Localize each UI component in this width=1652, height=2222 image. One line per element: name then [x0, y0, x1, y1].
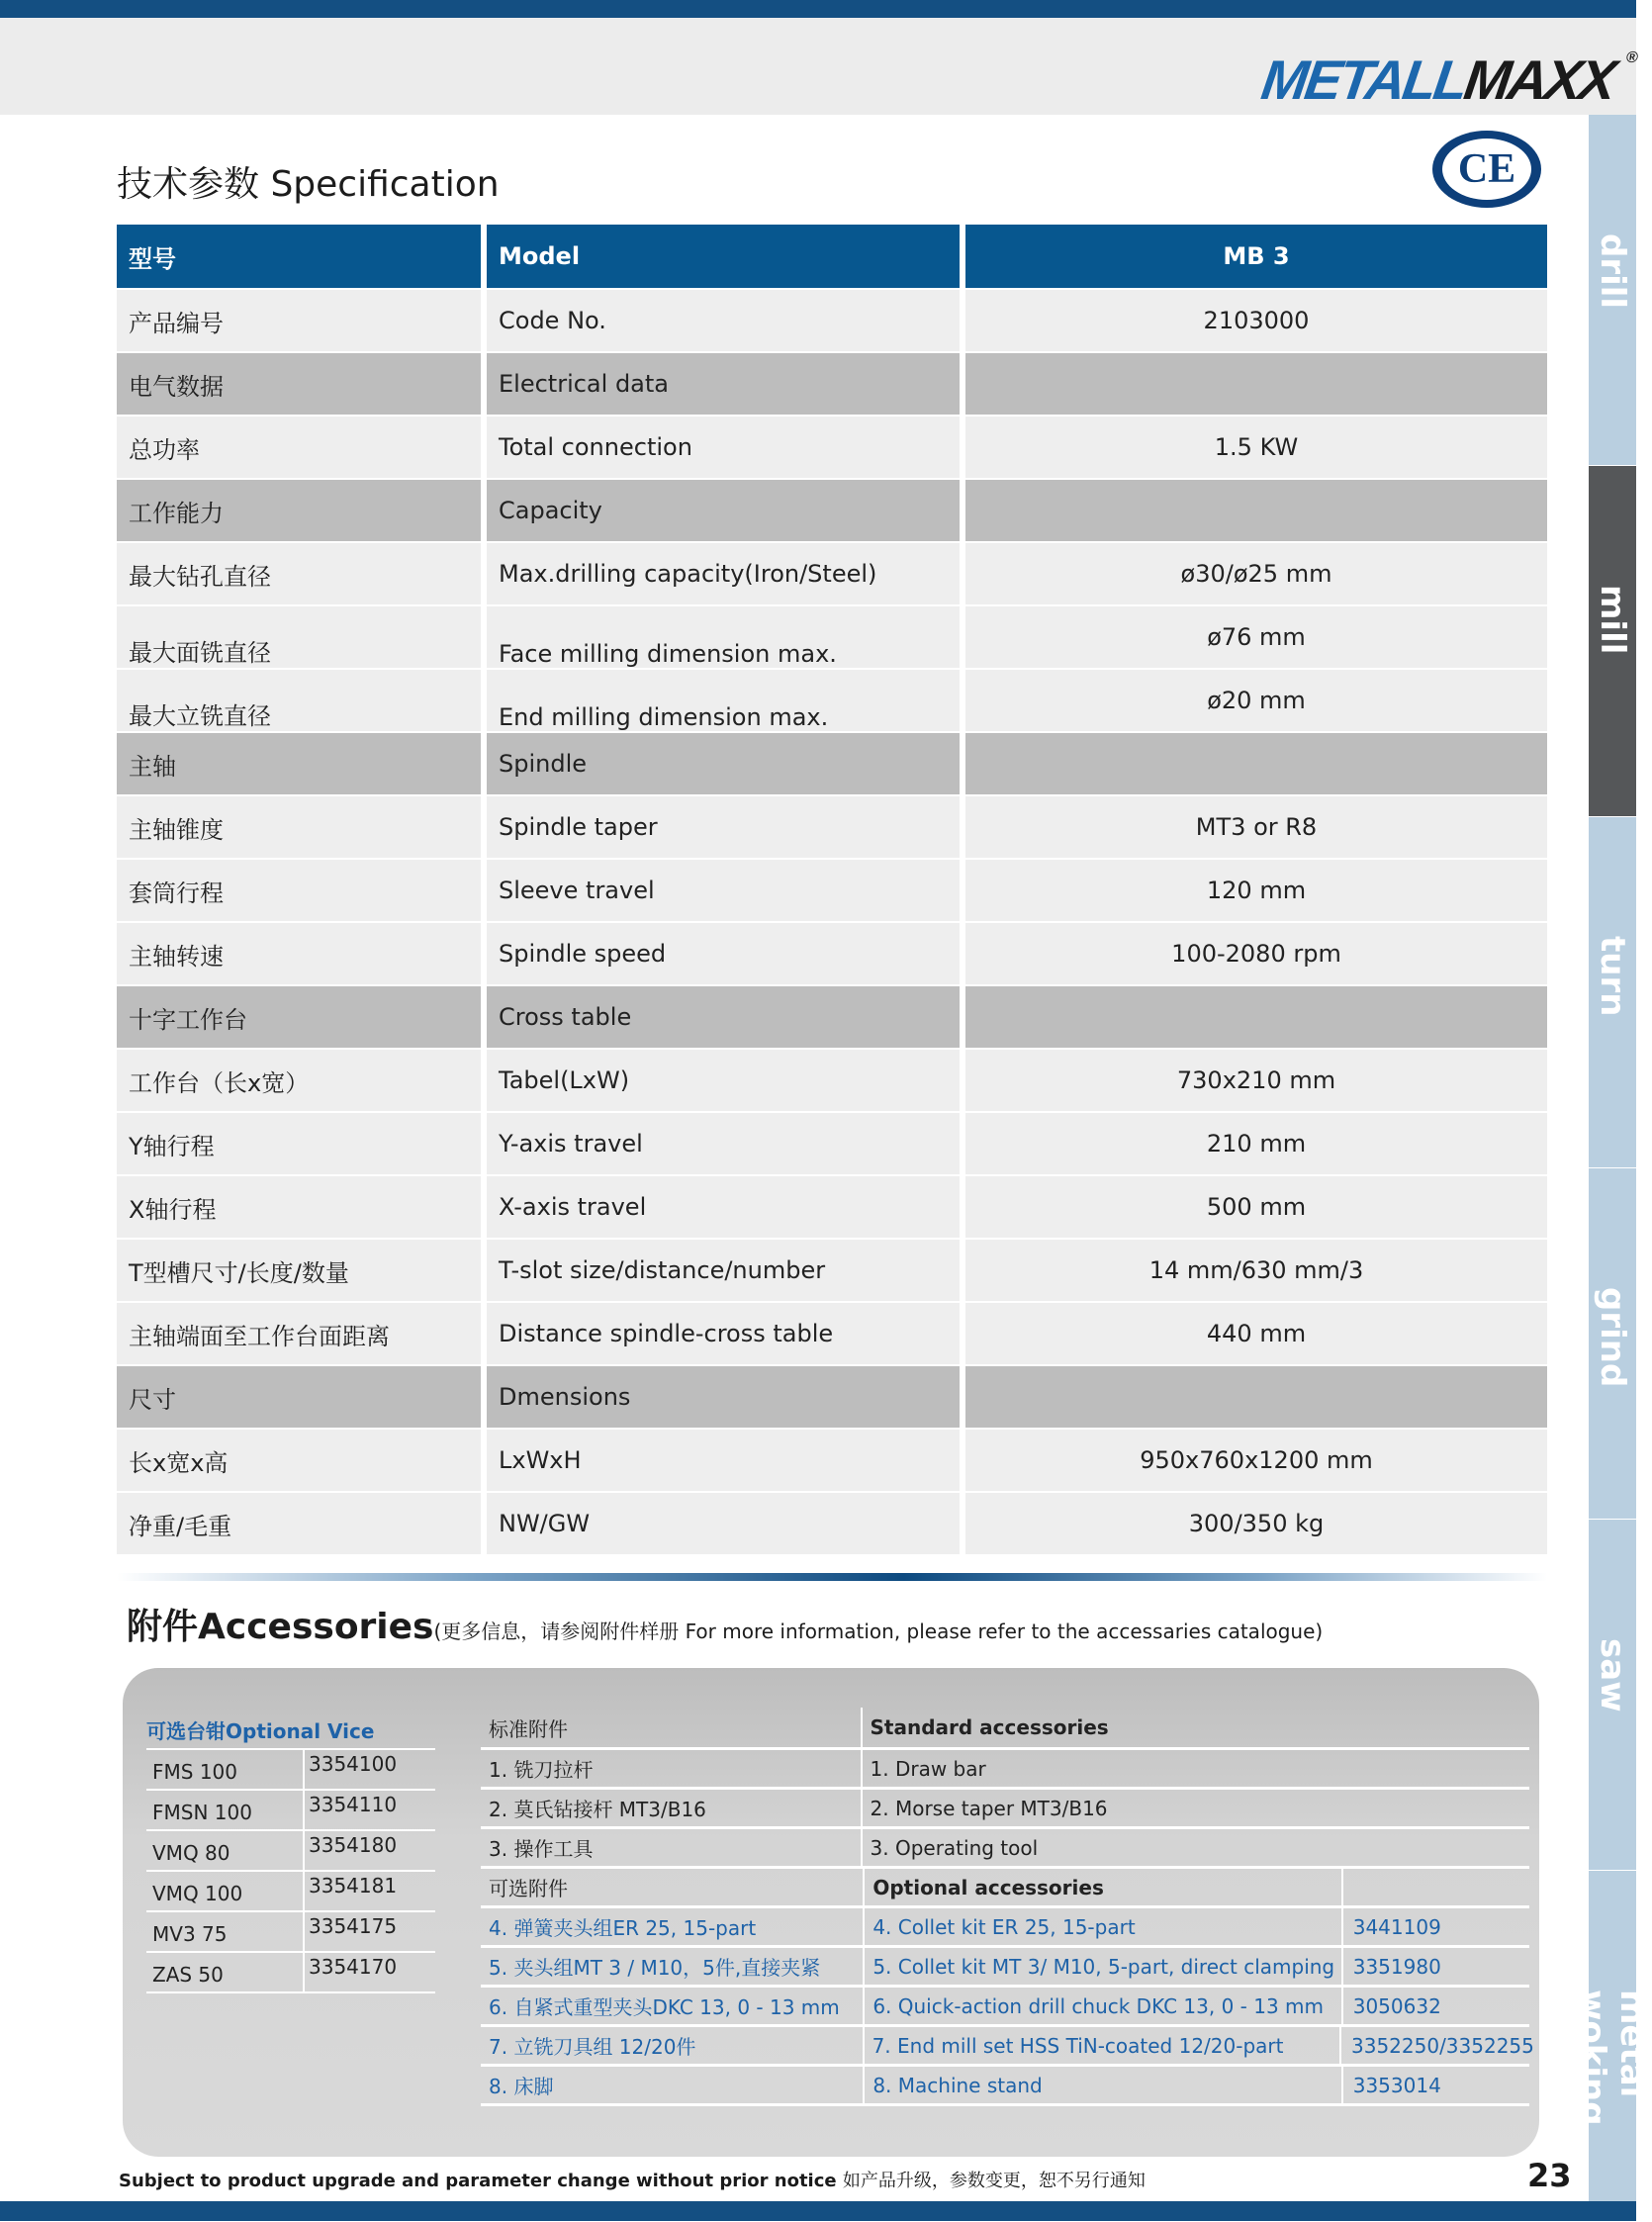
- spec-cell-en: X-axis travel: [487, 1176, 965, 1240]
- spec-cell-val: ø76 mm: [965, 606, 1547, 670]
- spec-cell-val: ø20 mm: [965, 670, 1547, 733]
- vice-row: [146, 1912, 435, 1953]
- spec-cell-cn: 净重/毛重: [117, 1493, 487, 1556]
- spec-cell-val: 2103000: [965, 290, 1547, 353]
- tab-drill[interactable]: drill: [1589, 115, 1636, 466]
- tab-grind[interactable]: grind: [1589, 1168, 1636, 1520]
- spec-cell-val: 730x210 mm: [965, 1050, 1547, 1113]
- spec-cell-cn: 最大面铣直径: [117, 606, 487, 670]
- standard-accessory-en: 2. Morse taper MT3/B16: [861, 1790, 1529, 1826]
- accessories-table: [481, 1708, 1534, 2106]
- spec-cell-cn: 产品编号: [117, 290, 487, 353]
- spec-cell-val: [965, 986, 1547, 1050]
- optional-accessory-row: [481, 2027, 1534, 2067]
- spec-row: [117, 1303, 1547, 1366]
- spec-cell-en: Electrical data: [487, 353, 965, 417]
- vice-code: 3354180: [303, 1831, 397, 1870]
- optional-accessory-row: [481, 2067, 1529, 2106]
- spec-cell-val: 440 mm: [965, 1303, 1547, 1366]
- spec-cell-val: 1.5 KW: [965, 417, 1547, 480]
- spec-cell-cn: 工作台（长x宽）: [117, 1050, 487, 1113]
- spec-cell-cn: 主轴: [117, 733, 487, 796]
- accessories-note: (更多信息，请参阅附件样册 For more information, please refer to the accessaries catalogue): [433, 1620, 1324, 1643]
- spec-row: [117, 1050, 1547, 1113]
- spec-cell-val: 500 mm: [965, 1176, 1547, 1240]
- spec-cell-val: 950x760x1200 mm: [965, 1430, 1547, 1493]
- spec-cell-en: Capacity: [487, 480, 965, 543]
- vice-code: 3354100: [303, 1750, 397, 1789]
- spec-row: [117, 1113, 1547, 1176]
- spec-cell-val: ø30/ø25 mm: [965, 543, 1547, 606]
- standard-accessory-cn: 1. 铣刀拉杆: [489, 1758, 594, 1782]
- optional-header-row: 可选附件 Optional accessories: [481, 1869, 1529, 1908]
- spec-cell-en: Spindle: [487, 733, 965, 796]
- spec-cell-val: [965, 1366, 1547, 1430]
- page-header: [0, 18, 1639, 115]
- optional-accessory-en: 4. Collet kit ER 25, 15-part: [863, 1908, 1340, 1945]
- optional-accessory-en: 5. Collet kit MT 3/ M10, 5-part, direct clamping: [863, 1948, 1340, 1985]
- optional-accessory-cn: 5. 夹头组MT 3 / M10，5件,直接夹紧: [489, 1956, 821, 1980]
- spec-cell-cn: 最大立铣直径: [117, 670, 487, 733]
- spec-header-row: [117, 225, 1547, 290]
- vice-name: VMQ 80: [152, 1841, 230, 1865]
- spec-cell-en: Y-axis travel: [487, 1113, 965, 1176]
- spec-cell-val: [965, 353, 1547, 417]
- spec-row: [117, 670, 1547, 733]
- optional-accessory-code: 3353014: [1341, 2067, 1529, 2103]
- spec-header-model: MB 3: [965, 225, 1547, 290]
- spec-cell-val: MT3 or R8: [965, 796, 1547, 860]
- spec-cell-cn: T型槽尺寸/长度/数量: [117, 1240, 487, 1303]
- optional-accessory-cn: 8. 床脚: [489, 2075, 554, 2098]
- spec-row: [117, 290, 1547, 353]
- spec-cell-en: End milling dimension max.: [487, 670, 965, 733]
- spec-cell-en: Spindle taper: [487, 796, 965, 860]
- tab-mill[interactable]: mill: [1589, 466, 1636, 817]
- vice-code: 3354170: [303, 1953, 397, 1991]
- spec-row: [117, 923, 1547, 986]
- standard-accessory-row: [481, 1829, 1529, 1869]
- standard-accessory-en: 3. Operating tool: [861, 1829, 1529, 1866]
- optional-accessory-cn: 6. 自紧式重型夹头DKC 13, 0 - 13 mm: [489, 1995, 840, 2019]
- spec-cell-val: 100-2080 rpm: [965, 923, 1547, 986]
- spec-cell-en: Cross table: [487, 986, 965, 1050]
- spec-row: [117, 1493, 1547, 1556]
- top-bar: [0, 0, 1636, 18]
- tab-metal-woking[interactable]: metal woking: [1589, 1871, 1636, 2222]
- vice-row: [146, 1750, 435, 1791]
- spec-cell-en: Tabel(LxW): [487, 1050, 965, 1113]
- optional-accessory-row: [481, 1988, 1529, 2027]
- page-number: 23: [1527, 2157, 1572, 2194]
- spec-row: [117, 860, 1547, 923]
- spec-cell-cn: 电气数据: [117, 353, 487, 417]
- vice-code: 3354110: [303, 1791, 397, 1829]
- vice-name: VMQ 100: [152, 1882, 243, 1905]
- spec-cell-cn: 最大钻孔直径: [117, 543, 487, 606]
- spec-cell-val: 300/350 kg: [965, 1493, 1547, 1556]
- spec-row: [117, 796, 1547, 860]
- spec-section-row: [117, 353, 1547, 417]
- spec-header-en: Model: [487, 225, 965, 290]
- optional-accessory-code: 3351980: [1341, 1948, 1529, 1985]
- spec-cell-cn: 主轴转速: [117, 923, 487, 986]
- vice-name: MV3 75: [152, 1922, 228, 1946]
- page-title: 技术参数 Specification: [117, 164, 500, 205]
- spec-cell-en: Sleeve travel: [487, 860, 965, 923]
- vice-name: FMSN 100: [152, 1801, 252, 1824]
- optional-accessory-cn: 7. 立铣刀具组 12/20件: [489, 2035, 696, 2059]
- spec-cell-en: NW/GW: [487, 1493, 965, 1556]
- spec-row: [117, 1240, 1547, 1303]
- spec-cell-val: 14 mm/630 mm/3: [965, 1240, 1547, 1303]
- brand-logo: METALLMAXX ®: [1257, 48, 1639, 111]
- optional-accessory-en: 8. Machine stand: [863, 2067, 1340, 2103]
- vice-row: [146, 1831, 435, 1872]
- optional-accessory-row: [481, 1908, 1529, 1948]
- standard-accessory-row: [481, 1750, 1529, 1790]
- specification-table: [117, 225, 1547, 1556]
- spec-cell-val: [965, 480, 1547, 543]
- spec-cell-cn: X轴行程: [117, 1176, 487, 1240]
- vice-code: 3354175: [303, 1912, 397, 1951]
- optional-accessory-cn: 4. 弹簧夹头组ER 25, 15-part: [489, 1916, 757, 1940]
- vice-name: FMS 100: [152, 1760, 237, 1784]
- optional-accessory-code: 3352250/3352255: [1339, 2027, 1529, 2064]
- vice-name: ZAS 50: [152, 1963, 224, 1987]
- spec-row: [117, 606, 1547, 670]
- spec-cell-cn: 总功率: [117, 417, 487, 480]
- ce-mark-icon: CE: [1432, 131, 1541, 208]
- spec-row: [117, 417, 1547, 480]
- optional-accessory-en: 7. End mill set HSS TiN-coated 12/20-part: [863, 2027, 1339, 2064]
- spec-cell-cn: 主轴端面至工作台面距离: [117, 1303, 487, 1366]
- spec-cell-en: Distance spindle-cross table: [487, 1303, 965, 1366]
- spec-row: [117, 1176, 1547, 1240]
- spec-cell-en: Dmensions: [487, 1366, 965, 1430]
- spec-cell-en: Code No.: [487, 290, 965, 353]
- optional-vice-list: [146, 1715, 435, 1993]
- vice-row: [146, 1872, 435, 1912]
- tab-saw[interactable]: saw: [1589, 1520, 1636, 1871]
- spec-section-row: [117, 733, 1547, 796]
- standard-accessory-cn: 3. 操作工具: [489, 1837, 594, 1861]
- optional-accessory-row: [481, 1948, 1529, 1988]
- spec-cell-cn: 尺寸: [117, 1366, 487, 1430]
- accessories-panel: [123, 1668, 1539, 2157]
- footer-note: Subject to product upgrade and parameter change without prior notice 如产品升级，参数变更，恕不另行通知: [119, 2171, 1146, 2191]
- standard-accessory-row: [481, 1790, 1529, 1829]
- vice-row: [146, 1791, 435, 1831]
- section-divider: [117, 1573, 1547, 1581]
- spec-cell-val: [965, 733, 1547, 796]
- spec-cell-cn: 长x宽x高: [117, 1430, 487, 1493]
- optional-accessory-en: 6. Quick-action drill chuck DKC 13, 0 - 13 mm: [863, 1988, 1340, 2024]
- vice-code: 3354181: [303, 1872, 397, 1910]
- vice-row: [146, 1953, 435, 1993]
- optional-accessory-code: 3441109: [1341, 1908, 1529, 1945]
- spec-cell-cn: 工作能力: [117, 480, 487, 543]
- standard-header-row: 标准附件 Standard accessories: [481, 1708, 1529, 1750]
- spec-cell-val: 120 mm: [965, 860, 1547, 923]
- side-category-tabs: [1573, 115, 1652, 2222]
- spec-cell-en: Face milling dimension max.: [487, 606, 965, 670]
- spec-section-row: [117, 480, 1547, 543]
- spec-cell-cn: Y轴行程: [117, 1113, 487, 1176]
- spec-cell-cn: 十字工作台: [117, 986, 487, 1050]
- spec-row: [117, 1430, 1547, 1493]
- spec-cell-en: Spindle speed: [487, 923, 965, 986]
- spec-cell-en: LxWxH: [487, 1430, 965, 1493]
- bottom-bar: [0, 2201, 1636, 2221]
- spec-section-row: [117, 1366, 1547, 1430]
- accessories-title: 附件Accessories(更多信息，请参阅附件样册 For more information, please refer to the accessaries catalogue): [127, 1607, 1324, 1647]
- vice-title: 可选台钳Optional Vice: [146, 1715, 435, 1750]
- spec-row: [117, 543, 1547, 606]
- spec-section-row: [117, 986, 1547, 1050]
- spec-cell-en: T-slot size/distance/number: [487, 1240, 965, 1303]
- spec-cell-val: 210 mm: [965, 1113, 1547, 1176]
- standard-accessory-en: 1. Draw bar: [861, 1750, 1529, 1787]
- tab-turn[interactable]: turn: [1589, 817, 1636, 1168]
- spec-cell-en: Max.drilling capacity(Iron/Steel): [487, 543, 965, 606]
- optional-accessory-code: 3050632: [1341, 1988, 1529, 2024]
- spec-cell-cn: 套筒行程: [117, 860, 487, 923]
- spec-header-cn: 型号: [117, 225, 487, 290]
- spec-cell-en: Total connection: [487, 417, 965, 480]
- spec-cell-cn: 主轴锥度: [117, 796, 487, 860]
- standard-accessory-cn: 2. 莫氏钻接杆 MT3/B16: [489, 1798, 706, 1821]
